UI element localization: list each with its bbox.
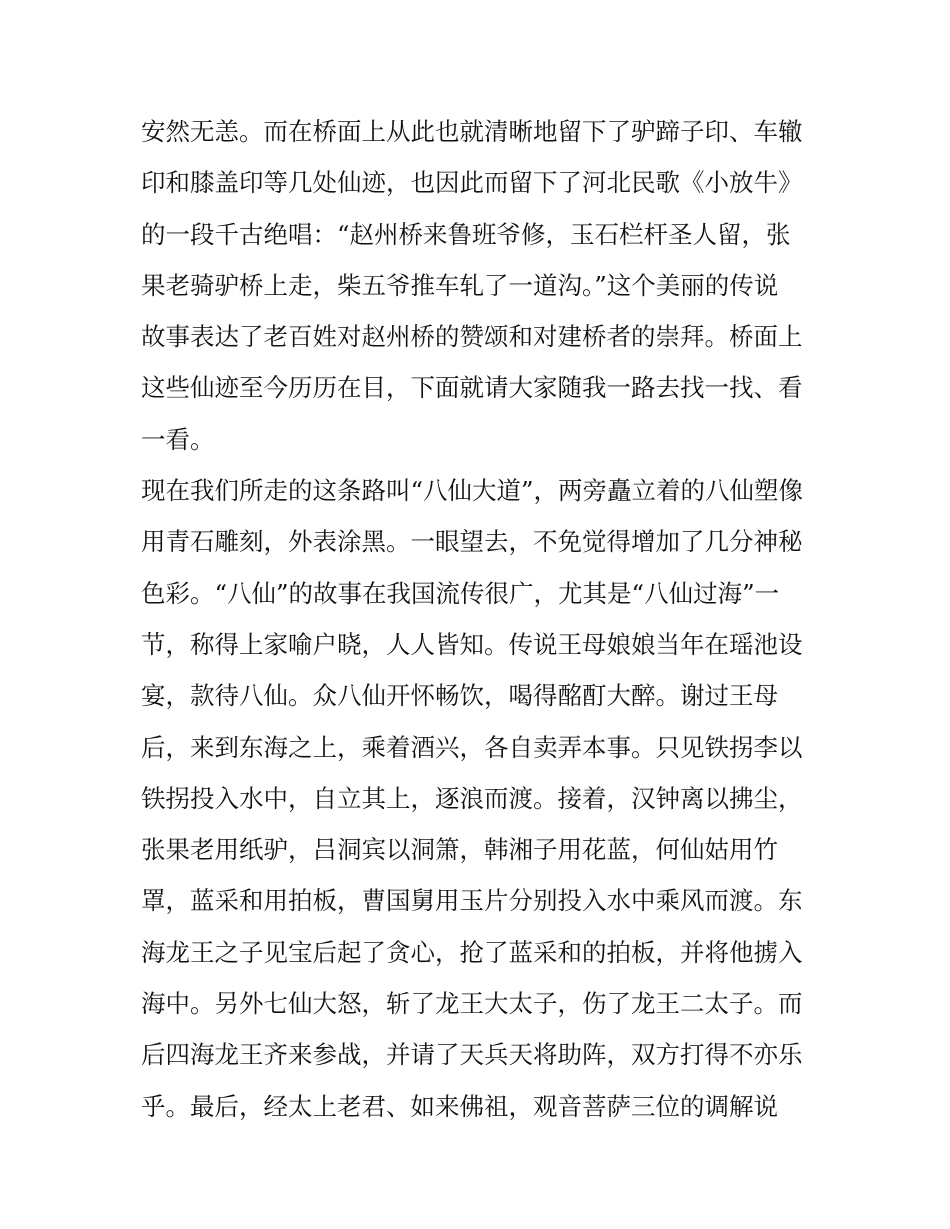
text-line: 后四海龙王齐来参战，并请了天兵天将助阵，双方打得不亦乐: [141, 1040, 803, 1070]
text-line: 果老骑驴桥上走，柴五爷推车轧了一道沟。”这个美丽的传说: [141, 270, 779, 300]
text-line: 用青石雕刻，外表涂黑。一眼望去，不免觉得增加了几分神秘: [141, 527, 803, 557]
text-line: 安然无恙。而在桥面上从此也就清晰地留下了驴蹄子印、车辙: [141, 117, 803, 146]
text-line: 一看。: [141, 424, 215, 454]
body-text: [141, 106, 821, 1132]
text-line: 后，来到东海之上，乘着酒兴，各自卖弄本事。只见铁拐李以: [141, 732, 803, 762]
text-line: 罩，蓝采和用拍板，曹国舅用玉片分别投入水中乘风而渡。东: [141, 886, 803, 916]
text-line: 铁拐投入水中，自立其上，逐浪而渡。接着，汉钟离以拂尘，: [141, 783, 803, 813]
text-line: 色彩。“八仙”的故事在我国流传很广，尤其是“八仙过海”一: [141, 578, 780, 608]
text-line: 乎。最后，经太上老君、如来佛祖，观音菩萨三位的调解说: [141, 1091, 778, 1121]
text-line: 海中。另外七仙大怒，斩了龙王大太子，伤了龙王二太子。而: [141, 989, 803, 1019]
text-line: 张果老用纸驴，吕洞宾以洞箫，韩湘子用花蓝，何仙姑用竹: [141, 835, 778, 865]
text-line: 节，称得上家喻户晓，人人皆知。传说王母娘娘当年在瑶池设: [141, 629, 803, 659]
text-line: 故事表达了老百姓对赵州桥的赞颂和对建桥者的崇拜。桥面上: [141, 322, 803, 352]
text-line: 现在我们所走的这条路叫“八仙大道”，两旁矗立着的八仙塑像: [141, 476, 804, 506]
text-line: 宴，款待八仙。众八仙开怀畅饮，喝得酩酊大醉。谢过王母: [141, 681, 778, 711]
text-line: 印和膝盖印等几处仙迹，也因此而留下了河北民歌《小放牛》: [141, 168, 803, 198]
text-line: 这些仙迹至今历历在目，下面就请大家随我一路去找一找、看: [141, 373, 803, 403]
text-line: 海龙王之子见宝后起了贪心，抢了蓝采和的拍板，并将他掳入: [141, 937, 803, 967]
text-line: 的一段千古绝唱：“赵州桥来鲁班爷修，玉石栏杆圣人留，张: [141, 219, 791, 249]
